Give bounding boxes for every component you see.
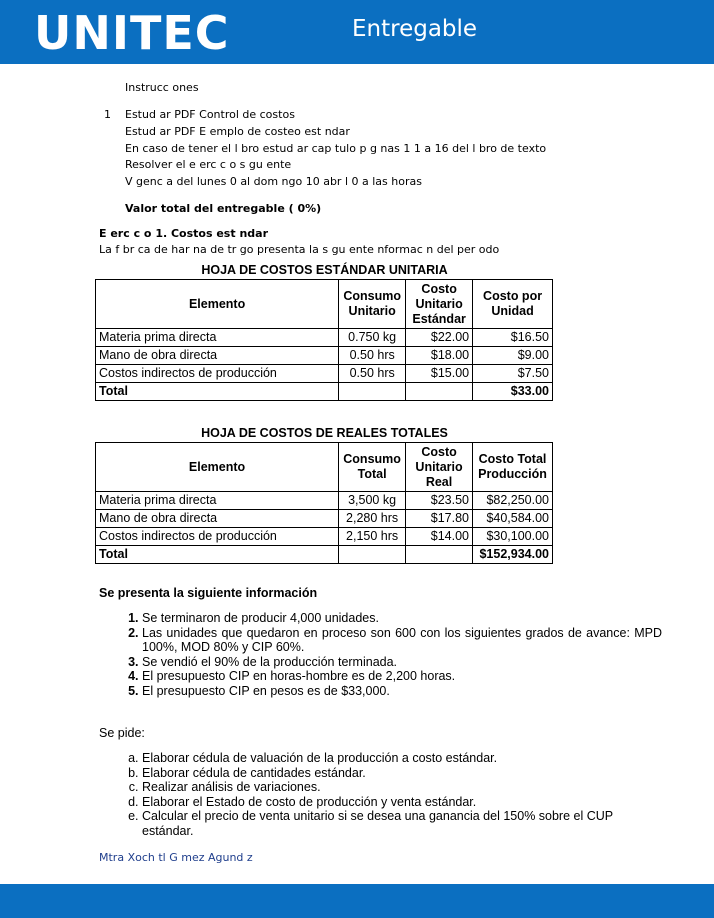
instructions-heading: Instrucc ones [125,81,199,94]
unit-cost-cell: $15.00 [406,365,473,383]
header-cell: Consumo Total [339,443,406,492]
element-cell: Mano de obra directa [96,510,339,528]
tasks-list [99,751,662,839]
table-row [96,347,553,365]
element-cell: Materia prima directa [96,329,339,347]
instruction-line: V genc a del lunes 0 al dom ngo 10 abr l 0 a las horas [125,175,422,188]
info-item: 1. Se terminaron de producir 4,000 unidades. [142,611,662,626]
header-cell: Elemento [96,443,339,492]
consumption-cell: 0.50 hrs [339,347,406,365]
info-item: 4. El presupuesto CIP en horas-hombre es de 2,200 horas. [142,669,662,684]
instruction-line: Estud ar PDF Control de costos [125,108,295,121]
table-header-row [96,280,553,329]
empty-cell [339,546,406,564]
author-name: Mtra Xoch tl G mez Agund z [99,851,253,864]
total-value-note: Valor total del entregable ( 0%) [125,202,322,215]
cost-cell: $82,250.00 [473,492,553,510]
header-cell: Costo Unitario Estándar [406,280,473,329]
empty-cell [406,383,473,401]
cost-cell: $16.50 [473,329,553,347]
header-cell: Costo Total Producción [473,443,553,492]
header-cell: Costo Unitario Real [406,443,473,492]
header-cell: Consumo Unitario [339,280,406,329]
instructions-number: 1 [104,108,111,121]
table-row [96,528,553,546]
cost-cell: $9.00 [473,347,553,365]
table-row [96,329,553,347]
consumption-cell: 3,500 kg [339,492,406,510]
table-header-row [96,443,553,492]
consumption-cell: 2,150 hrs [339,528,406,546]
instruction-line: Estud ar PDF E emplo de costeo est ndar [125,125,350,138]
unit-cost-cell: $18.00 [406,347,473,365]
total-value: $33.00 [473,383,553,401]
header-bar [0,0,714,64]
table-row [96,510,553,528]
footer-bar [0,884,714,918]
task-item: c. Realizar análisis de variaciones. [142,780,662,795]
task-item: d. Elaborar el Estado de costo de producción y venta estándar. [142,795,662,810]
standard-table-title: HOJA DE COSTOS ESTÁNDAR UNITARIA [201,263,448,277]
unit-cost-cell: $14.00 [406,528,473,546]
total-value: $152,934.00 [473,546,553,564]
exercise-intro: La f br ca de har na de tr go presenta la s gu ente nformac n del per odo [99,243,500,256]
header-title: Entregable [352,16,478,42]
tasks-heading: Se pide: [99,726,145,740]
info-item: 2. Las unidades que quedaron en proceso son 600 con los siguientes grados de avance: MPD 100%, MOD 80% y CIP 60%. [142,626,662,655]
task-item: a. Elaborar cédula de valuación de la producción a costo estándar. [142,751,662,766]
element-cell: Costos indirectos de producción [96,528,339,546]
instruction-line: Resolver el e erc c o s gu ente [125,158,292,171]
cost-cell: $7.50 [473,365,553,383]
element-cell: Mano de obra directa [96,347,339,365]
table-row [96,365,553,383]
cost-cell: $40,584.00 [473,510,553,528]
consumption-cell: 0.750 kg [339,329,406,347]
task-item: b. Elaborar cédula de cantidades estándar. [142,766,662,781]
consumption-cell: 0.50 hrs [339,365,406,383]
unit-cost-cell: $23.50 [406,492,473,510]
info-item: 5. El presupuesto CIP en pesos es de $33,000. [142,684,662,699]
empty-cell [406,546,473,564]
unitec-logo: UNITEC [34,6,230,60]
consumption-cell: 2,280 hrs [339,510,406,528]
task-item: e. Calcular el precio de venta unitario si se desea una ganancia del 150% sobre el CUP estándar. [142,809,662,838]
exercise-title: E erc c o 1. Costos est ndar [99,227,268,240]
info-item: 3. Se vendió el 90% de la producción terminada. [142,655,662,670]
element-cell: Costos indirectos de producción [96,365,339,383]
table-total-row [96,383,553,401]
total-label: Total [96,546,339,564]
header-cell: Costo por Unidad [473,280,553,329]
table-row [96,492,553,510]
info-list [99,611,662,699]
empty-cell [339,383,406,401]
header-cell: Elemento [96,280,339,329]
real-table-title: HOJA DE COSTOS DE REALES TOTALES [201,426,448,440]
unit-cost-cell: $22.00 [406,329,473,347]
instruction-line: En caso de tener el l bro estud ar cap tulo p g nas 1 1 a 16 del l bro de texto [125,142,547,155]
unit-cost-cell: $17.80 [406,510,473,528]
element-cell: Materia prima directa [96,492,339,510]
info-heading: Se presenta la siguiente información [99,586,318,600]
total-label: Total [96,383,339,401]
real-cost-table [95,442,553,564]
table-total-row [96,546,553,564]
cost-cell: $30,100.00 [473,528,553,546]
standard-cost-table [95,279,553,401]
